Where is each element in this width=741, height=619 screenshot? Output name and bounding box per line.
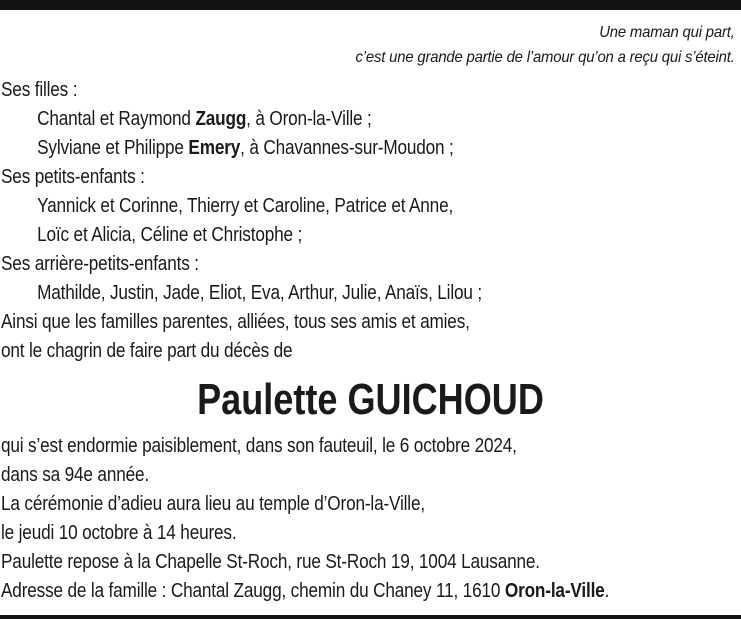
details-line-1: qui s’est endormie paisiblement, dans son fauteuil, le 6 octobre 2024, [1,435,517,457]
daughters-heading: Ses filles : [1,79,78,101]
top-rule [0,0,741,10]
daughter-entry [1,105,680,134]
family-list [1,76,680,366]
daughter-surname: Emery [188,137,241,159]
grandchildren-line: Yannick et Corinne, Thierry et Caroline, Patrice et Anne, [37,195,454,217]
family-address [1,577,680,606]
daughter-names: Chantal et Raymond [37,108,196,130]
grandchildren-line: Loïc et Alicia, Céline et Christophe ; [37,224,303,246]
quote-line-1: Une maman qui part, [599,24,735,41]
announcement-details [1,432,680,606]
daughter-names: Sylviane et Philippe [37,137,189,159]
details-line-3: La cérémonie d’adieu aura lieu au temple d’Oron-la-Ville, [1,493,425,515]
details-line-2: dans sa 94e année. [1,464,150,486]
daughter-surname: Zaugg [195,108,247,130]
grandchildren-heading: Ses petits-enfants : [1,166,145,188]
daughter-location: , à Oron-la-Ville ; [246,108,372,130]
address-town: Oron-la-Ville [504,580,605,602]
address-end: . [604,580,610,602]
quote-line-2: c’est une grande partie de l’amour qu’on a reçu qui s’éteint. [355,49,735,66]
bottom-rule [0,615,741,619]
details-line-5: Paulette repose à la Chapelle St-Roch, rue St-Roch 19, 1004 Lausanne. [1,551,540,573]
closing-line-1: Ainsi que les familles parentes, alliées, tous ses amis et amies, [1,311,470,333]
epigraph-quote [356,20,735,70]
great-grandchildren-heading: Ses arrière-petits-enfants : [1,253,199,275]
address-text: Adresse de la famille : Chantal Zaugg, chemin du Chaney 11, 1610 [1,580,505,602]
closing-line-2: ont le chagrin de faire part du décès de [1,340,293,362]
details-line-4: le jeudi 10 octobre à 14 heures. [1,522,237,544]
deceased-name-heading [0,372,741,428]
deceased-name: Paulette GUICHOUD [197,375,544,424]
great-grandchildren-line: Mathilde, Justin, Jade, Eliot, Eva, Arthur, Julie, Anaïs, Lilou ; [37,282,482,304]
daughter-entry [1,134,680,163]
daughter-location: , à Chavannes-sur-Moudon ; [240,137,454,159]
